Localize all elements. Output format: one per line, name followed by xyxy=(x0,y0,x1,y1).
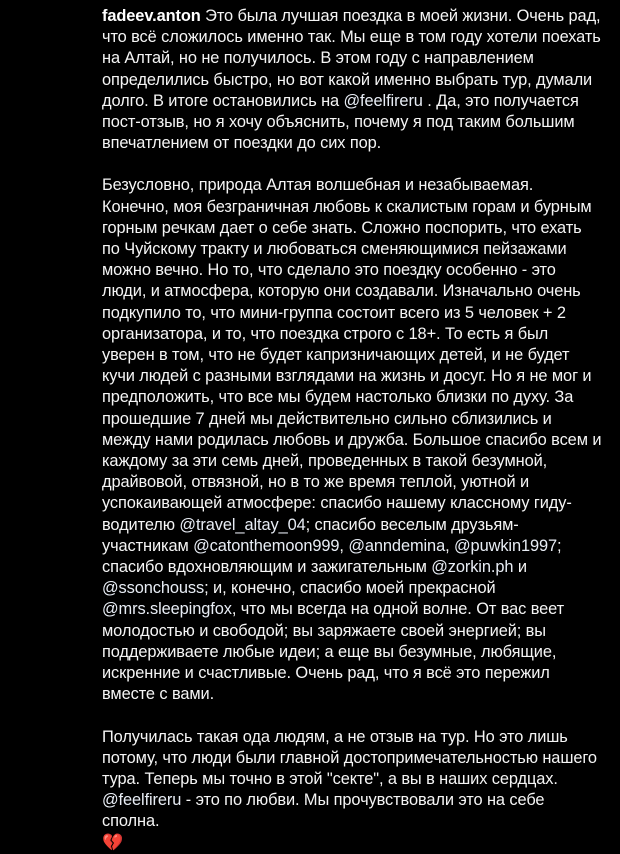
mention-link[interactable]: @mrs.sleepingfox xyxy=(102,600,232,619)
caption-text: , xyxy=(339,536,349,555)
caption-text: Безусловно, природа Алтая волшебная и незабываемая. Конечно, моя безграничная любовь к скалистым горам и бурным горным речкам дает о себе знать. Сложно поспорить, что ехать по Чуйскому тракту и любоваться сменяющимися пейзажами можно вечно. Но то, что сделало это поездку особенно - это люди, и атмосфера, которую они создавали. Изначально очень подкупило то, что мини-группа состоит всего из 5 человек + 2 организатора, и то, что поездка строго с 18+. То есть я был уверен в том, что не будет капризничающих детей, и не будет кучи людей с разными взглядами на жизнь и досуг. Но я не мог и предположить, что все мы будем настолько близки по духу. За прошедшие 7 дней мы действительно сильно сблизились и между нами родилась любовь и дружба. Большое спасибо всем и каждому за эти семь дней, проведенных в такой безумной, драйвовой, отвязной, но в то же время теплой, уютной и успокаивающей атмосфере: спасибо нашему классному гиду-водителю xyxy=(102,176,602,534)
caption-text: Это была лучшая поездка в моей жизни. Очень рад, что всё сложилось именно так. Мы еще в том году хотели поехать на Алтай, но не получилось. В этом году с направлением определились быстро, но вот какой именно выбрать тур, думали долго. В итоге остановились на xyxy=(102,7,601,110)
caption-paragraph-2 xyxy=(102,175,602,705)
mention-link[interactable]: @catonthemoon999 xyxy=(193,536,340,555)
mention-link[interactable]: @anndemina xyxy=(348,536,446,555)
broken-heart-icon: 💔 xyxy=(102,832,124,852)
mention-link[interactable]: @zorkin.ph xyxy=(431,558,514,577)
username-link[interactable]: fadeev.anton xyxy=(102,7,201,25)
mention-link[interactable]: @feelfireru xyxy=(343,91,423,110)
caption-paragraph-1 xyxy=(102,6,602,154)
mention-link[interactable]: @puwkin1997 xyxy=(454,536,558,555)
caption-text: . Да, это получается пост-отзыв, но я хочу объяснить, почему я под таким большим впечатлением от поездки до сих пор. xyxy=(102,91,579,153)
caption-text: Получилась такая ода людям, а не отзыв на тур. Но это лишь потому, что люди были главной достопримечательностью нашего тура. Теперь мы точно в этой "секте", а вы в наших сердцах. xyxy=(102,727,597,788)
mention-link[interactable]: @feelfireru xyxy=(102,791,182,810)
caption-text: ; спасибо вдохновляющим и зажигательным xyxy=(102,536,562,577)
mention-link[interactable]: @travel_altay_04 xyxy=(179,515,306,534)
caption-text: ; и, конечно, спасибо моей прекрасной xyxy=(204,579,496,598)
caption-text: , xyxy=(445,536,455,555)
caption-text: ; спасибо веселым друзьям-участникам xyxy=(102,515,519,555)
caption-text: и xyxy=(513,558,527,577)
caption-paragraph-3 xyxy=(102,727,602,854)
caption-text: - это по любви. Мы прочувствовали это на себе сполна. xyxy=(102,791,545,831)
mention-link[interactable]: @ssonchouss xyxy=(102,579,205,598)
caption-text: , что мы всегда на одной волне. От вас веет молодостью и свободой; вы заряжаете своей энергией; вы поддерживаете любые идеи; а еще вы безумные, любящие, искренние и счастливые. Очень рад, что я всё это пережил вместе с вами. xyxy=(102,600,565,704)
